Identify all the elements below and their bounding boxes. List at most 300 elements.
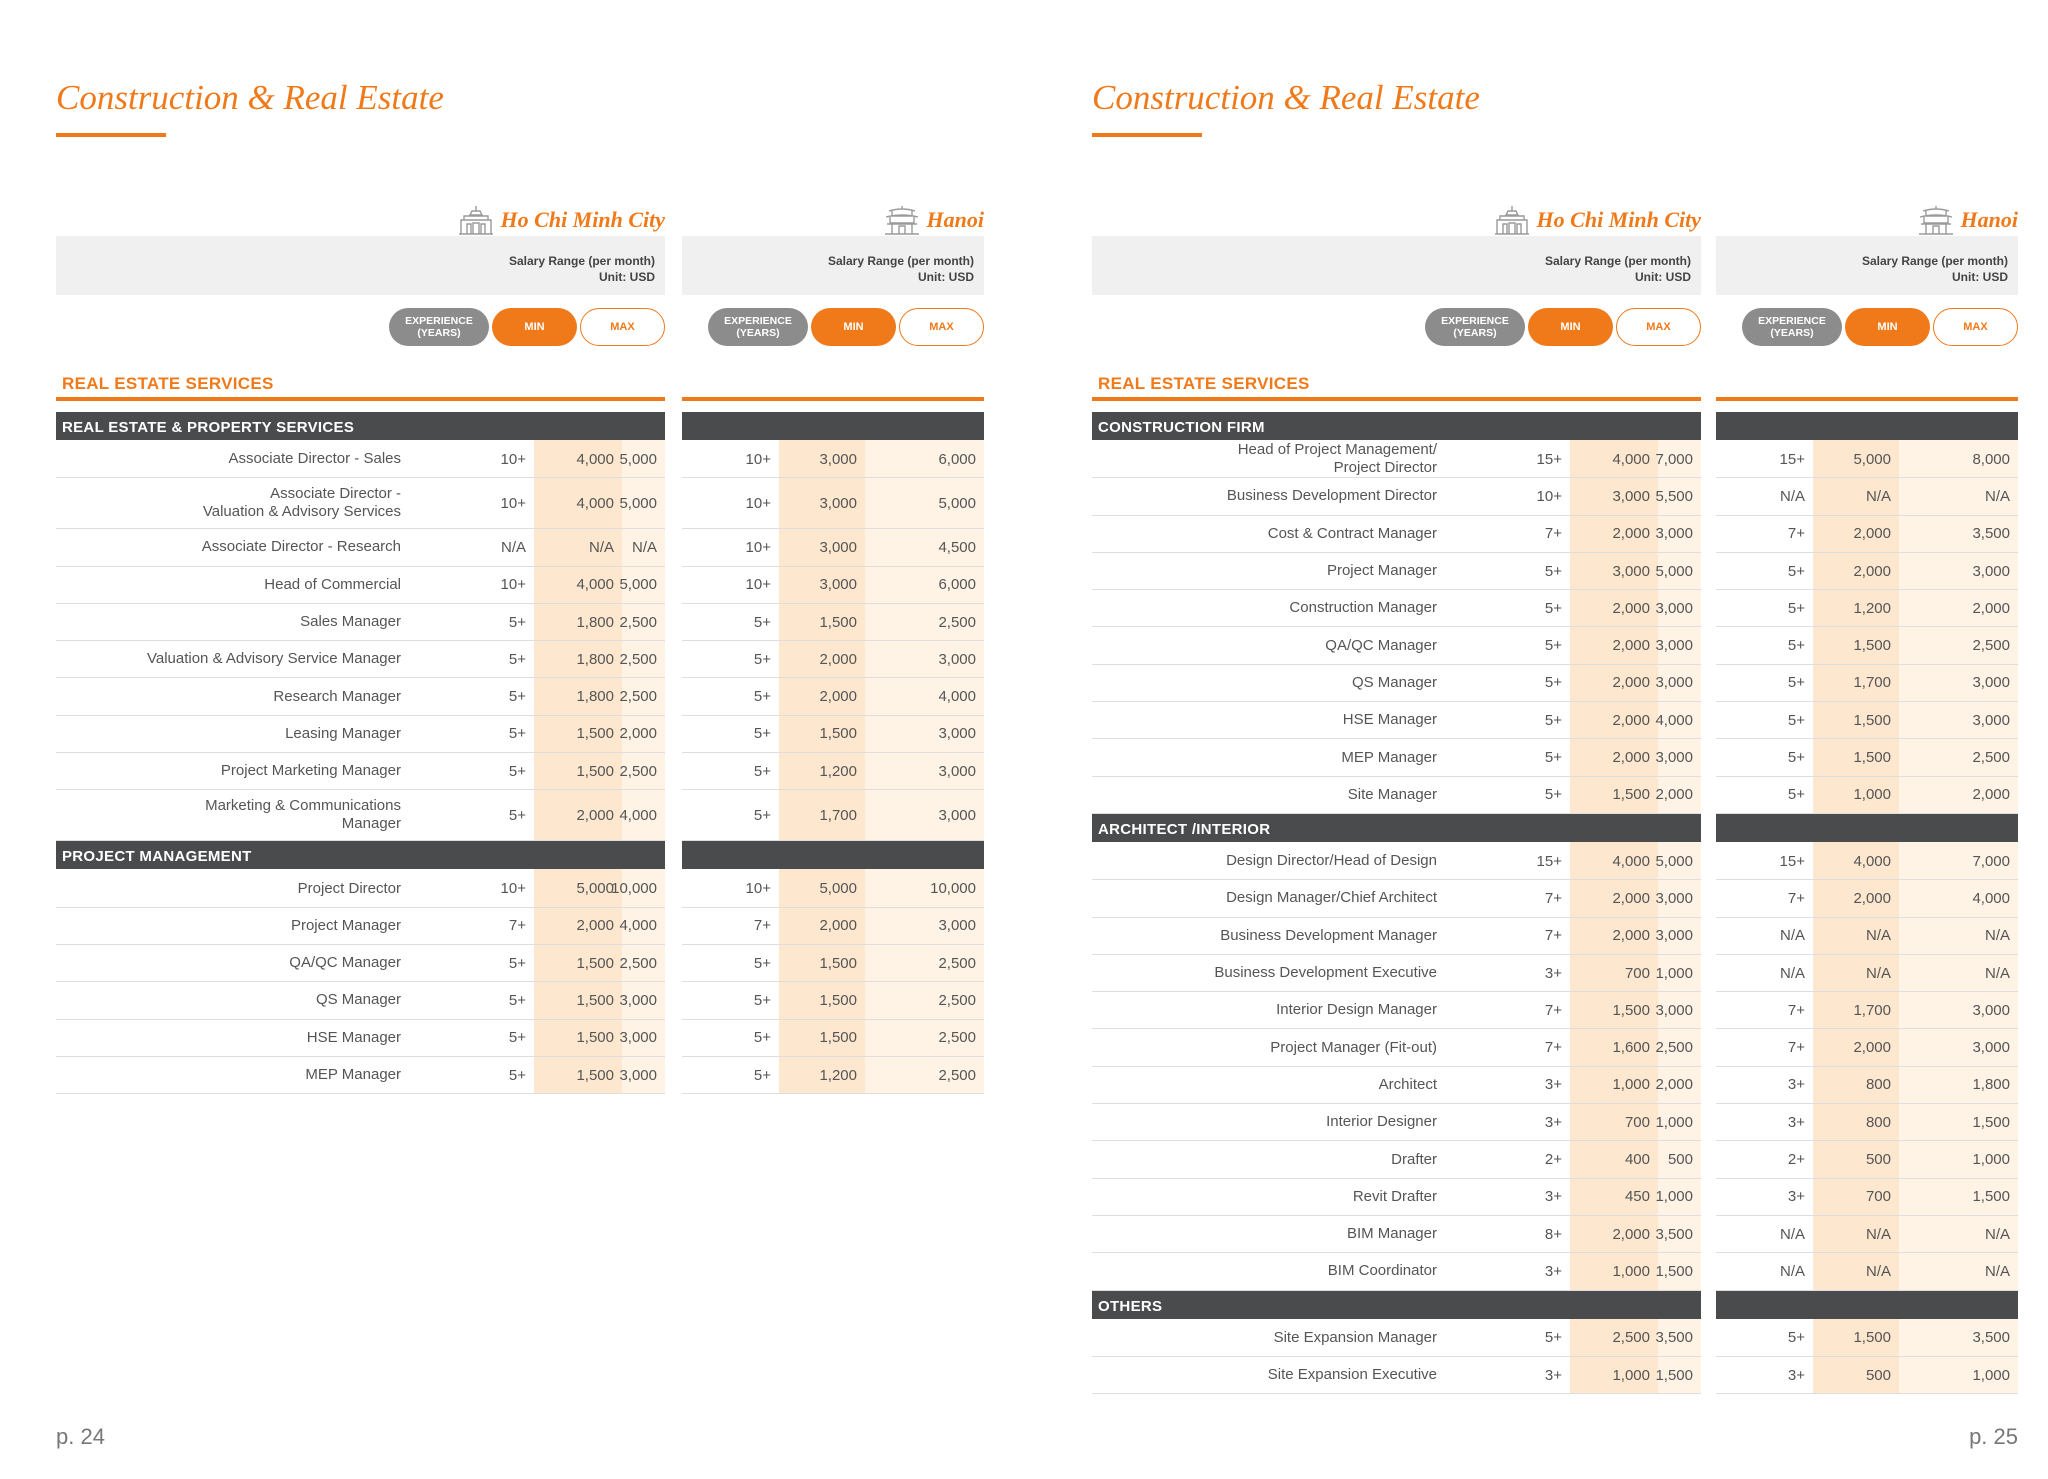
min-salary: 700 (1624, 964, 1650, 982)
table-row (1716, 1357, 2018, 1394)
max-salary: 1,500 (1655, 1262, 1693, 1280)
max-salary: 7,000 (1972, 852, 2010, 870)
table-row (1092, 1141, 1701, 1178)
experience-value: 15+ (1779, 852, 1805, 870)
table-row (1716, 1253, 2018, 1290)
city-label-hanoi (682, 204, 984, 236)
column-pills-hcm (56, 308, 665, 348)
max-pill: MAX (580, 308, 665, 346)
table-row (682, 441, 984, 478)
max-salary: 5,500 (1655, 487, 1693, 505)
table-row (1092, 1030, 1701, 1067)
min-salary: 2,000 (1612, 599, 1650, 617)
max-salary: N/A (1984, 964, 2010, 982)
experience-value: N/A (1779, 1225, 1805, 1243)
max-salary: 2,500 (938, 954, 976, 972)
table-row (1092, 992, 1701, 1029)
max-salary: N/A (1984, 487, 2010, 505)
table-row (56, 529, 665, 566)
experience-value: 2+ (1787, 1151, 1805, 1169)
min-salary: 1,500 (576, 991, 614, 1009)
min-pill: MIN (492, 308, 577, 346)
experience-value: 5+ (1787, 562, 1805, 580)
experience-value: 3+ (1787, 1188, 1805, 1206)
city-label-hcm (56, 204, 665, 236)
experience-value: 3+ (1544, 964, 1562, 982)
min-salary: 2,500 (1612, 1329, 1650, 1347)
city-label-hcm (1092, 204, 1701, 236)
table-row (1716, 739, 2018, 776)
min-salary: 1,500 (819, 725, 857, 743)
job-title: Associate Director - Sales (228, 450, 401, 468)
experience-value: 10+ (500, 576, 526, 594)
min-salary: 2,000 (1612, 927, 1650, 945)
table-row (56, 441, 665, 478)
max-salary: 3,500 (1655, 1329, 1693, 1347)
experience-value: 5+ (508, 1066, 526, 1084)
table-row (1092, 1253, 1701, 1290)
min-salary: 4,000 (1612, 450, 1650, 468)
min-salary: 1,500 (576, 725, 614, 743)
min-salary: 3,000 (819, 576, 857, 594)
max-salary: 2,500 (1655, 1039, 1693, 1057)
title-rule (56, 133, 166, 137)
max-salary: 1,500 (1972, 1113, 2010, 1131)
min-salary: 500 (1865, 1366, 1891, 1384)
max-salary: N/A (1984, 927, 2010, 945)
max-salary: 5,000 (1655, 562, 1693, 580)
table-row (1092, 1216, 1701, 1253)
experience-value: 5+ (1787, 637, 1805, 655)
experience-value: 5+ (753, 1066, 771, 1084)
salary-range-label: Salary Range (per month) (1861, 254, 2008, 268)
max-salary: 5,000 (619, 450, 657, 468)
job-title: Head of Commercial (264, 575, 401, 593)
max-salary: 1,000 (1972, 1151, 2010, 1169)
min-salary: 1,500 (576, 1066, 614, 1084)
min-salary: 1,800 (576, 613, 614, 631)
experience-value: 5+ (508, 725, 526, 743)
min-salary: N/A (1865, 964, 1891, 982)
unit-label: Unit: USD (918, 270, 974, 284)
table-row (682, 567, 984, 604)
min-salary: 1,500 (576, 954, 614, 972)
min-salary: 1,500 (1612, 786, 1650, 804)
experience-value: 5+ (753, 725, 771, 743)
min-salary: 4,000 (1612, 852, 1650, 870)
experience-value: 3+ (1544, 1113, 1562, 1131)
table-row (1716, 702, 2018, 739)
max-salary: 3,000 (1655, 599, 1693, 617)
salary-range-box-hanoi (1716, 236, 2018, 295)
min-salary: 1,500 (1853, 637, 1891, 655)
experience-value: 5+ (508, 991, 526, 1009)
experience-value: 5+ (1787, 599, 1805, 617)
experience-value: 3+ (1544, 1262, 1562, 1280)
job-title: Design Director/Head of Design (1226, 852, 1437, 870)
salary-range-box-hcm (1092, 236, 1701, 295)
experience-value: 3+ (1787, 1076, 1805, 1094)
experience-value: 10+ (745, 450, 771, 468)
min-salary: 1,500 (1853, 711, 1891, 729)
max-salary: 3,000 (1972, 674, 2010, 692)
max-salary: 1,000 (1655, 1188, 1693, 1206)
job-title: Construction Manager (1289, 599, 1437, 617)
min-salary: 1,500 (1612, 1001, 1650, 1019)
city-name-hcm: Ho Chi Minh City (1536, 207, 1701, 232)
min-salary: 1,000 (1612, 1366, 1650, 1384)
job-title: Business Development Executive (1214, 964, 1437, 982)
max-salary: 3,000 (1655, 674, 1693, 692)
table-row (1716, 918, 2018, 955)
job-title: MEP Manager (305, 1066, 401, 1084)
table-row (682, 870, 984, 907)
max-salary: 3,000 (1972, 1039, 2010, 1057)
table-row (682, 1020, 984, 1057)
max-salary: 1,000 (1655, 1113, 1693, 1131)
job-title: Site Expansion Executive (1267, 1366, 1437, 1384)
max-salary: 3,000 (938, 806, 976, 824)
experience-value: 7+ (508, 917, 526, 935)
experience-value: 3+ (1787, 1366, 1805, 1384)
table-row (1092, 665, 1701, 702)
table-row (1716, 1216, 2018, 1253)
page-25 (1024, 0, 2048, 1479)
job-title: QS Manager (315, 991, 401, 1009)
max-salary: 3,000 (938, 650, 976, 668)
min-salary: 2,000 (1612, 889, 1650, 907)
job-title: Cost & Contract Manager (1267, 524, 1437, 542)
min-salary: 1,500 (819, 991, 857, 1009)
min-salary: 1,700 (1853, 674, 1891, 692)
min-salary: 2,000 (819, 650, 857, 668)
job-title: Associate Director - Research (201, 538, 401, 556)
max-salary: 1,800 (1972, 1076, 2010, 1094)
city-name-hcm: Ho Chi Minh City (500, 207, 665, 232)
min-salary: N/A (1865, 927, 1891, 945)
table-row (1716, 1141, 2018, 1178)
experience-value: 7+ (1544, 889, 1562, 907)
min-salary: 2,000 (1612, 1225, 1650, 1243)
min-salary: 1,500 (1853, 749, 1891, 767)
section-title: REAL ESTATE SERVICES (62, 374, 274, 393)
max-salary: 2,500 (619, 613, 657, 631)
min-salary: 1,700 (1853, 1001, 1891, 1019)
min-salary: 2,000 (576, 917, 614, 935)
min-salary: N/A (588, 538, 614, 556)
table-row (1092, 739, 1701, 776)
table-row (1716, 1320, 2018, 1357)
job-title: MEP Manager (1341, 748, 1437, 766)
max-salary: 2,000 (1655, 1076, 1693, 1094)
max-salary: 5,000 (619, 576, 657, 594)
experience-value: 5+ (753, 954, 771, 972)
table-row (56, 870, 665, 907)
job-title: Drafter (1391, 1150, 1437, 1168)
max-salary: 2,500 (1972, 749, 2010, 767)
max-pill: MAX (899, 308, 984, 346)
table-row (56, 945, 665, 982)
min-salary: 2,000 (1853, 889, 1891, 907)
experience-value: 5+ (1787, 749, 1805, 767)
experience-value: 5+ (1544, 749, 1562, 767)
job-title: Design Manager/Chief Architect (1226, 889, 1437, 907)
table-row (1092, 590, 1701, 627)
column-pills-hanoi (682, 308, 984, 348)
experience-value: 10+ (500, 494, 526, 512)
experience-value: 5+ (753, 806, 771, 824)
experience-value: 10+ (745, 538, 771, 556)
experience-value: 5+ (508, 1029, 526, 1047)
min-salary: 2,000 (1853, 1039, 1891, 1057)
salary-range-box-hanoi (682, 236, 984, 295)
table-row (682, 945, 984, 982)
unit-label: Unit: USD (1952, 270, 2008, 284)
experience-pill: EXPERIENCE (YEARS) (389, 308, 489, 346)
max-salary: 1,500 (1972, 1188, 2010, 1206)
min-salary: 1,000 (1612, 1262, 1650, 1280)
min-salary: 1,200 (1853, 599, 1891, 617)
pagoda-icon (883, 204, 921, 236)
max-salary: 2,500 (619, 688, 657, 706)
experience-value: 5+ (753, 1029, 771, 1047)
pagoda-icon (1917, 204, 1955, 236)
experience-value: 5+ (508, 954, 526, 972)
job-title: QA/QC Manager (1325, 636, 1437, 654)
min-salary: 4,000 (576, 450, 614, 468)
experience-value: 3+ (1544, 1188, 1562, 1206)
experience-value: 5+ (508, 688, 526, 706)
job-title: Business Development Manager (1220, 926, 1437, 944)
experience-value: 10+ (500, 450, 526, 468)
max-salary: 1,000 (1972, 1366, 2010, 1384)
job-title: Head of Project Management/ Project Director (1237, 441, 1437, 477)
experience-value: 3+ (1544, 1366, 1562, 1384)
table-row (682, 1057, 984, 1094)
min-salary: 1,800 (576, 650, 614, 668)
min-salary: 700 (1865, 1188, 1891, 1206)
table-row (1716, 478, 2018, 515)
max-salary: 3,000 (1655, 749, 1693, 767)
table-row (1092, 880, 1701, 917)
experience-value: 7+ (1544, 927, 1562, 945)
experience-value: 10+ (745, 576, 771, 594)
experience-value: 5+ (753, 650, 771, 668)
min-salary: 2,000 (1612, 637, 1650, 655)
salary-range-label: Salary Range (per month) (1544, 254, 1691, 268)
table-row (1716, 955, 2018, 992)
experience-value: 3+ (1787, 1113, 1805, 1131)
table-row (1092, 1357, 1701, 1394)
min-salary: 1,600 (1612, 1039, 1650, 1057)
max-salary: 10,000 (611, 880, 657, 898)
max-salary: 4,000 (938, 688, 976, 706)
min-salary: 1,200 (819, 762, 857, 780)
experience-value: 10+ (1536, 487, 1562, 505)
max-salary: 2,500 (938, 1066, 976, 1084)
max-salary: 8,000 (1972, 450, 2010, 468)
table-row (1092, 628, 1701, 665)
min-salary: 800 (1865, 1113, 1891, 1131)
experience-value: 5+ (1544, 711, 1562, 729)
experience-value: 5+ (1787, 711, 1805, 729)
table-row (1716, 1179, 2018, 1216)
job-title: Marketing & Communications Manager (205, 797, 401, 833)
table-row (1092, 1104, 1701, 1141)
experience-value: 5+ (508, 762, 526, 780)
job-title: Interior Design Manager (1276, 1001, 1437, 1019)
max-salary: 2,500 (619, 954, 657, 972)
salary-range-box-hcm (56, 236, 665, 295)
city-name-hanoi: Hanoi (1960, 207, 2018, 232)
max-salary: 5,000 (938, 494, 976, 512)
experience-value: N/A (1779, 927, 1805, 945)
experience-value: 5+ (1544, 562, 1562, 580)
max-salary: 500 (1667, 1151, 1693, 1169)
experience-value: 15+ (1779, 450, 1805, 468)
min-salary: 1,000 (1612, 1076, 1650, 1094)
max-salary: N/A (1984, 1262, 2010, 1280)
min-salary: 400 (1624, 1151, 1650, 1169)
experience-value: 7+ (1787, 1039, 1805, 1057)
title-rule (1092, 133, 1202, 137)
job-title: QS Manager (1351, 673, 1437, 691)
table-row (56, 753, 665, 790)
max-salary: 4,000 (619, 917, 657, 935)
table-row (1716, 1030, 2018, 1067)
table-row (1716, 553, 2018, 590)
table-row (1716, 1104, 2018, 1141)
max-pill: MAX (1933, 308, 2018, 346)
experience-value: 2+ (1544, 1151, 1562, 1169)
table-row (682, 790, 984, 841)
section-rule-hanoi (682, 397, 984, 401)
group-header-bar (1716, 412, 2018, 440)
job-title: Site Manager (1347, 785, 1437, 803)
table-row (1092, 1320, 1701, 1357)
experience-value: 5+ (1787, 786, 1805, 804)
max-salary: 7,000 (1655, 450, 1693, 468)
experience-value: 7+ (1787, 525, 1805, 543)
experience-value: 5+ (1544, 599, 1562, 617)
experience-value: 7+ (1544, 1039, 1562, 1057)
max-salary: 2,500 (1972, 637, 2010, 655)
min-pill: MIN (811, 308, 896, 346)
min-salary: 2,000 (819, 917, 857, 935)
table-row (682, 716, 984, 753)
group-header-bar (682, 841, 984, 869)
table-row (1092, 1067, 1701, 1104)
max-salary: 3,000 (619, 991, 657, 1009)
min-salary: 3,000 (1612, 487, 1650, 505)
experience-value: 10+ (745, 494, 771, 512)
table-row (56, 1020, 665, 1057)
min-salary: N/A (1865, 1225, 1891, 1243)
min-salary: 3,000 (819, 538, 857, 556)
max-salary: 3,000 (619, 1066, 657, 1084)
job-title: Sales Manager (300, 613, 401, 631)
max-salary: 3,000 (1655, 637, 1693, 655)
max-salary: 10,000 (930, 880, 976, 898)
table-row (56, 679, 665, 716)
min-salary: 3,000 (819, 494, 857, 512)
max-salary: 2,000 (1972, 599, 2010, 617)
max-salary: 2,500 (619, 650, 657, 668)
table-row (56, 908, 665, 945)
job-title: Site Expansion Manager (1273, 1328, 1437, 1346)
experience-value: 7+ (1544, 525, 1562, 543)
table-row (1716, 628, 2018, 665)
max-salary: 3,000 (1972, 562, 2010, 580)
min-salary: 2,000 (819, 688, 857, 706)
section-rule-hanoi (1716, 397, 2018, 401)
max-salary: 2,500 (619, 762, 657, 780)
job-title: BIM Manager (1346, 1225, 1437, 1243)
max-salary: 2,500 (938, 1029, 976, 1047)
max-salary: 3,000 (619, 1029, 657, 1047)
experience-value: 5+ (753, 991, 771, 1009)
min-salary: 2,000 (1612, 711, 1650, 729)
max-salary: 3,000 (1655, 927, 1693, 945)
experience-value: 7+ (1787, 1001, 1805, 1019)
experience-value: 15+ (1536, 852, 1562, 870)
experience-value: N/A (500, 538, 526, 556)
experience-value: 7+ (753, 917, 771, 935)
min-salary: N/A (1865, 1262, 1891, 1280)
table-row (56, 604, 665, 641)
page-title: Construction & Real Estate (1092, 78, 1480, 117)
table-row (56, 567, 665, 604)
min-salary: 5,000 (576, 880, 614, 898)
experience-value: 3+ (1544, 1076, 1562, 1094)
table-row (56, 641, 665, 678)
table-row (682, 529, 984, 566)
table-row (1092, 1179, 1701, 1216)
min-pill: MIN (1528, 308, 1613, 346)
max-salary: 3,000 (938, 725, 976, 743)
experience-value: 10+ (500, 880, 526, 898)
max-salary: 3,000 (1655, 525, 1693, 543)
table-row (1716, 441, 2018, 478)
job-title: Project Manager (290, 916, 401, 934)
min-salary: 2,000 (1612, 674, 1650, 692)
experience-value: 5+ (1787, 1329, 1805, 1347)
experience-value: 5+ (1544, 1329, 1562, 1347)
salary-range-label: Salary Range (per month) (827, 254, 974, 268)
city-hall-icon (457, 204, 495, 236)
section-title: REAL ESTATE SERVICES (1098, 374, 1310, 393)
min-salary: 1,500 (1853, 1329, 1891, 1347)
max-salary: 3,000 (1972, 1001, 2010, 1019)
min-salary: 1,500 (819, 613, 857, 631)
min-salary: 4,000 (1853, 852, 1891, 870)
table-row (1092, 918, 1701, 955)
max-salary: 5,000 (619, 494, 657, 512)
max-salary: 3,000 (1655, 1001, 1693, 1019)
table-row (1716, 1067, 2018, 1104)
min-salary: 5,000 (819, 880, 857, 898)
max-salary: 2,500 (938, 613, 976, 631)
table-row (682, 982, 984, 1019)
min-pill: MIN (1845, 308, 1930, 346)
max-salary: 3,500 (1972, 525, 2010, 543)
job-title: Research Manager (273, 687, 401, 705)
job-title: Project Marketing Manager (220, 762, 401, 780)
min-salary: 1,700 (819, 806, 857, 824)
experience-value: 15+ (1536, 450, 1562, 468)
max-salary: 1,500 (1655, 1366, 1693, 1384)
job-title: Revit Drafter (1352, 1187, 1437, 1205)
